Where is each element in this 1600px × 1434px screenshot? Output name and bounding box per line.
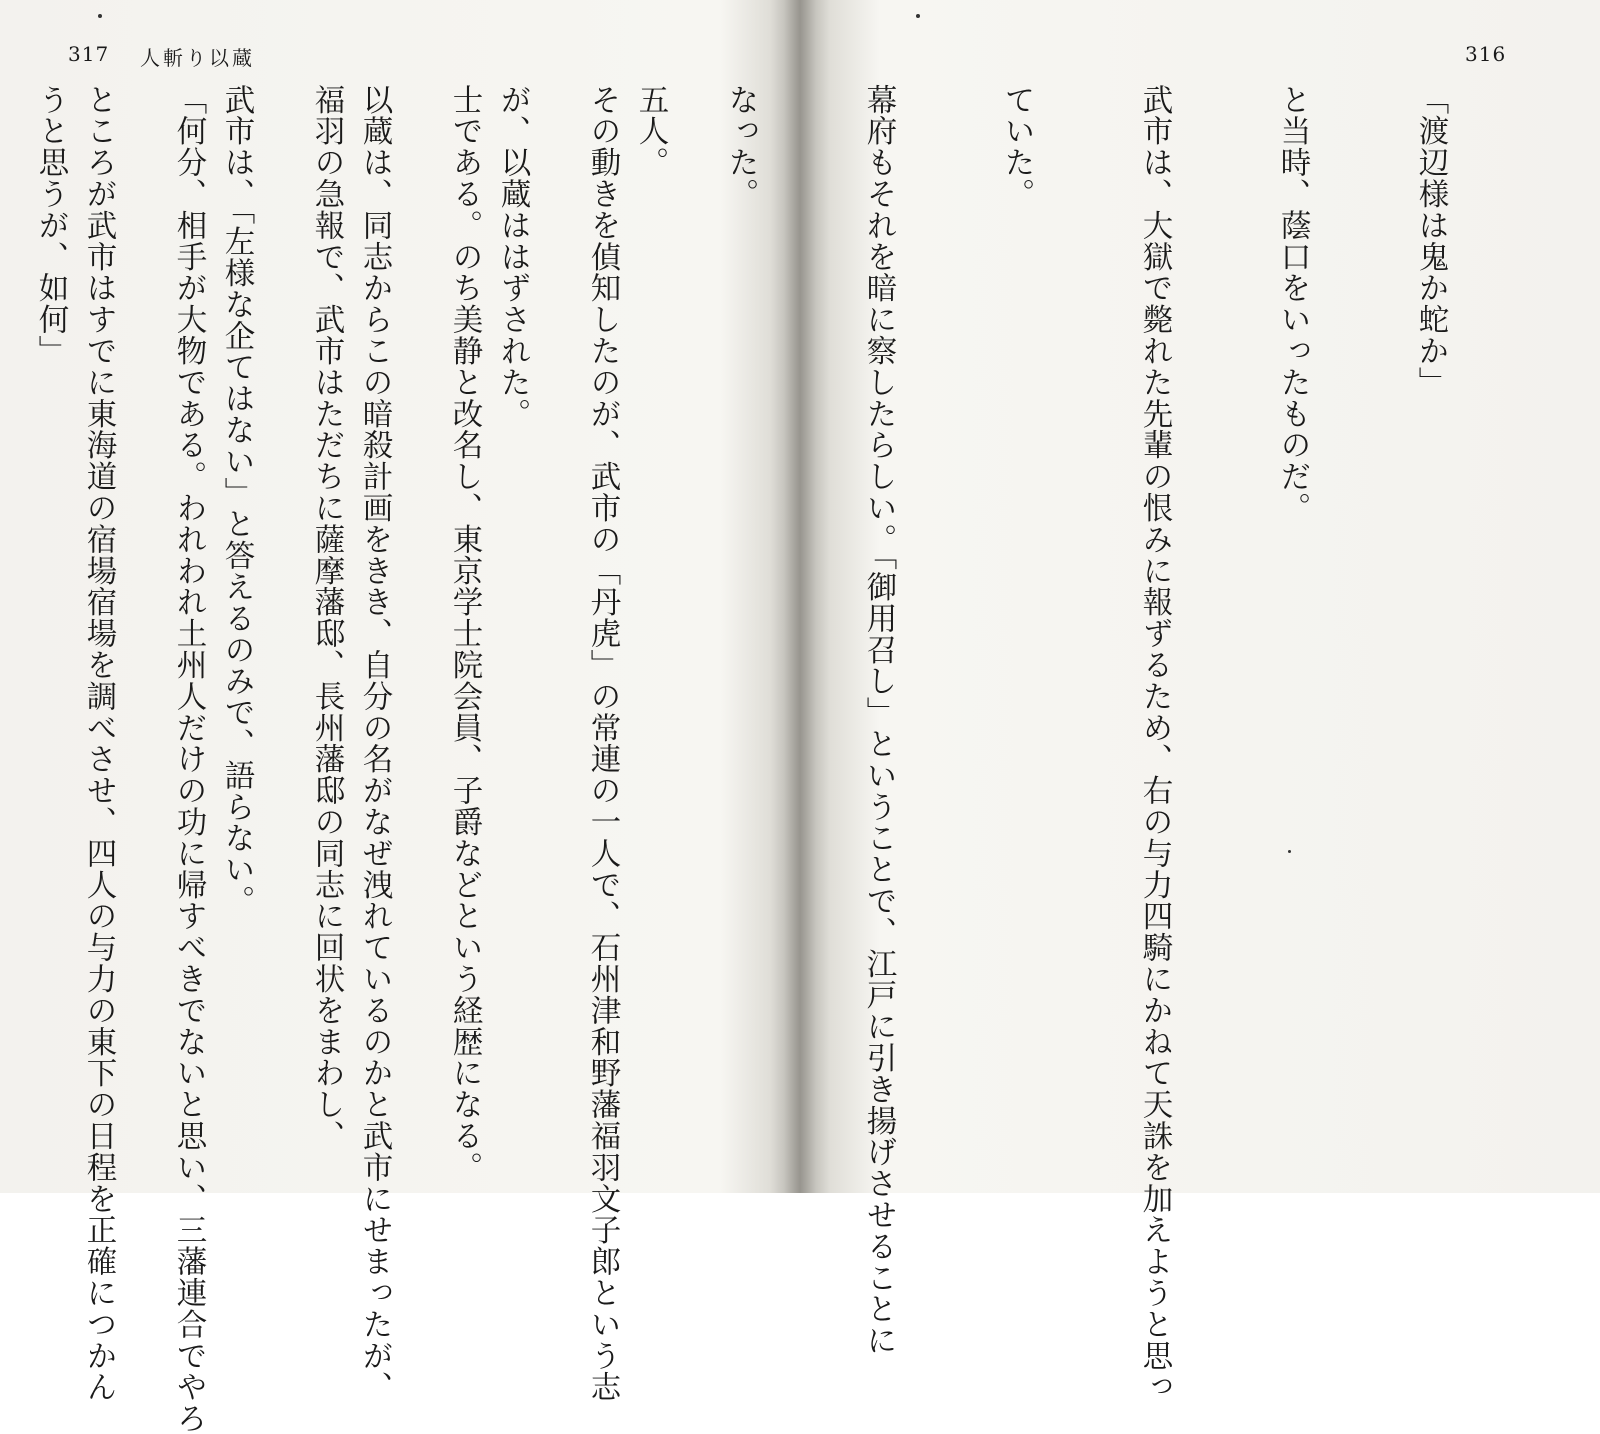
text-column: 五人。 [633,84,668,179]
text-column: 福羽の急報で、武市はただちに薩摩藩邸、長州藩邸の同志に回状をまわし、 [309,84,344,1152]
paper-speck [98,14,102,18]
text-column: うと思うが、如何」 [33,84,68,367]
right-page-number: 316 [1465,42,1507,66]
text-column: 武市は、「左様な企てはない」と答えるのみで、語らない。 [219,84,254,917]
text-column: が、以蔵ははずされた。 [495,84,530,430]
text-column: と当時、蔭口をいったものだ。 [1275,84,1310,524]
text-column: 士である。のち美静と改名し、東京学士院会員、子爵などという経歴になる。 [447,84,482,1183]
text-column: ところが武市はすでに東海道の宿場宿場を調べさせ、四人の与力の東下の日程を正確につかん [81,84,116,1403]
text-column: ていた。 [999,84,1034,210]
text-column: その動きを偵知したのが、武市の「丹虎」の常連の一人で、石州津和野藩福羽文子郎という志 [585,84,620,1403]
text-column: なった。 [723,84,758,210]
paper-speck [916,14,920,18]
text-column: 武市は、大獄で斃れた先輩の恨みに報ずるため、右の与力四騎にかねて天誅を加えようと思っ [1137,84,1172,1403]
text-column: 「渡辺様は鬼か蛇か」 [1413,84,1448,398]
paper-speck [1288,850,1291,853]
running-title: 人斬り以蔵 [140,46,255,70]
text-column: 以蔵は、同志からこの暗殺計画をきき、自分の名がなぜ洩れているのかと武市にせまったが、 [357,84,392,1403]
text-column: 「何分、相手が大物である。われわれ土州人だけの功に帰すべきでないと思い、三藩連合でやろ [171,84,206,1434]
left-page-number: 317 [68,42,110,66]
text-column: 幕府もそれを暗に察したらしい。「御用召し」ということで、江戸に引き揚げさせることに [861,84,896,1357]
